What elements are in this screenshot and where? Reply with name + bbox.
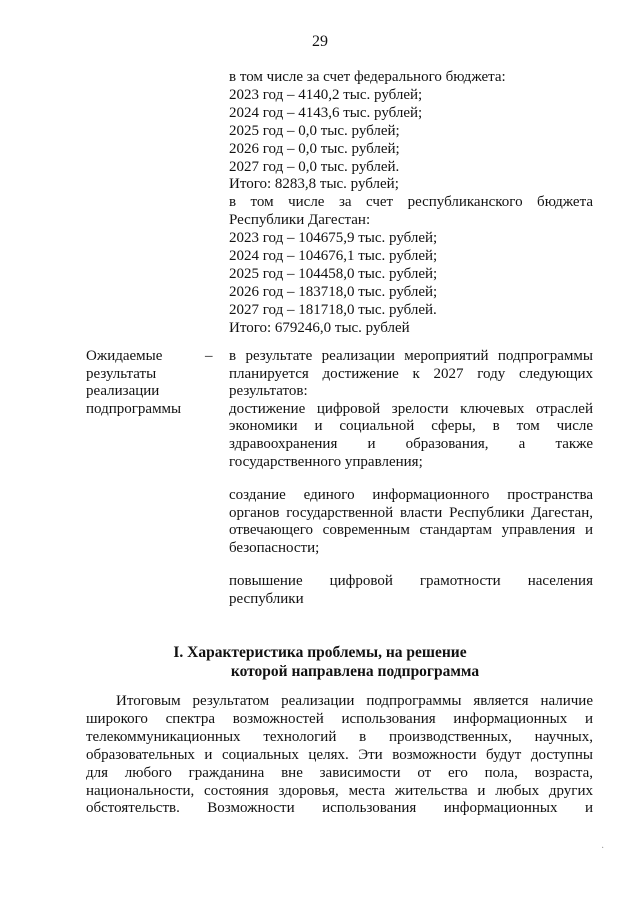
body-paragraph [86, 693, 593, 818]
results-line: повышение цифровой грамотности населения [229, 573, 593, 589]
results-line: республики [229, 590, 304, 607]
results-paragraph [229, 487, 593, 557]
funding-block [229, 69, 593, 338]
results-paragraph [229, 348, 593, 471]
republic-budget-line: 2025 год – 104458,0 тыс. рублей; [229, 265, 438, 282]
federal-budget-total: Итого: 8283,8 тыс. рублей; [229, 176, 399, 193]
republic-budget-line: 2026 год – 183718,0 тыс. рублей; [229, 283, 438, 300]
body-line: национальности, состояния здоровья, места жительства и любых других [86, 782, 593, 799]
label-line: подпрограммы [86, 400, 182, 417]
results-line: безопасности; [229, 539, 320, 556]
republic-budget-header: Республики Дагестан: [229, 212, 371, 229]
results-line: здравоохранения и образования, а также [229, 435, 593, 452]
federal-budget-line: 2026 год – 0,0 тыс. рублей; [229, 140, 400, 157]
federal-budget-line: 2025 год – 0,0 тыс. рублей; [229, 122, 400, 139]
body-line: образовательных и социальных целях. Эти возможности будут доступны [86, 746, 593, 763]
section-heading-line: которой направлена подпрограмма [230, 663, 480, 680]
label-line: результаты [86, 365, 157, 382]
body-line: телекоммуникационных технологий в производственных, научных, [86, 728, 593, 745]
page-number: 29 [312, 33, 328, 50]
margin-mark: · [601, 843, 605, 854]
label-line: реализации [86, 383, 160, 400]
results-line: органов государственной власти Республики Дагестан, [229, 504, 593, 521]
body-line: широкого спектра возможностей использования информационных и [86, 710, 593, 727]
republic-budget-total: Итого: 679246,0 тыс. рублей [229, 319, 410, 336]
federal-budget-line: 2023 год – 4140,2 тыс. рублей; [229, 86, 423, 103]
results-line: экономики и социальной сферы, в том числе [229, 418, 593, 435]
federal-budget-line: 2024 год – 4143,6 тыс. рублей; [229, 104, 423, 121]
republic-budget-line: 2027 год – 181718,0 тыс. рублей. [229, 301, 437, 318]
label-dash: – [205, 348, 213, 364]
results-line: создание единого информационного пространства [229, 487, 593, 503]
section-heading [0, 643, 640, 681]
results-line: государственного управления; [229, 453, 423, 470]
body-line: для любого гражданина вне зависимости от его пола, возраста, [86, 764, 593, 781]
body-line: обстоятельств. Возможности использования информационных и [86, 800, 593, 817]
results-paragraph [229, 573, 593, 608]
results-line: результатов: [229, 383, 308, 400]
expected-results-label [86, 348, 196, 418]
results-line: планируется достижение к 2027 году следующих [229, 365, 593, 382]
results-line: достижение цифровой зрелости ключевых отраслей [229, 400, 593, 417]
republic-budget-line: 2023 год – 104675,9 тыс. рублей; [229, 230, 438, 247]
federal-budget-header: в том числе за счет федерального бюджета: [229, 69, 506, 85]
results-line: отвечающего современным стандартам управления и [229, 522, 593, 539]
results-line: в результате реализации мероприятий подпрограммы [229, 348, 593, 364]
body-line: Итоговым результатом реализации подпрограммы является наличие [116, 693, 593, 709]
federal-budget-line: 2027 год – 0,0 тыс. рублей. [229, 158, 400, 175]
label-line: Ожидаемые [86, 348, 163, 364]
section-heading-line: I. Характеристика проблемы, на решение [173, 644, 467, 661]
republic-budget-header: в том числе за счет республиканского бюджета [229, 194, 593, 211]
republic-budget-line: 2024 год – 104676,1 тыс. рублей; [229, 248, 438, 265]
